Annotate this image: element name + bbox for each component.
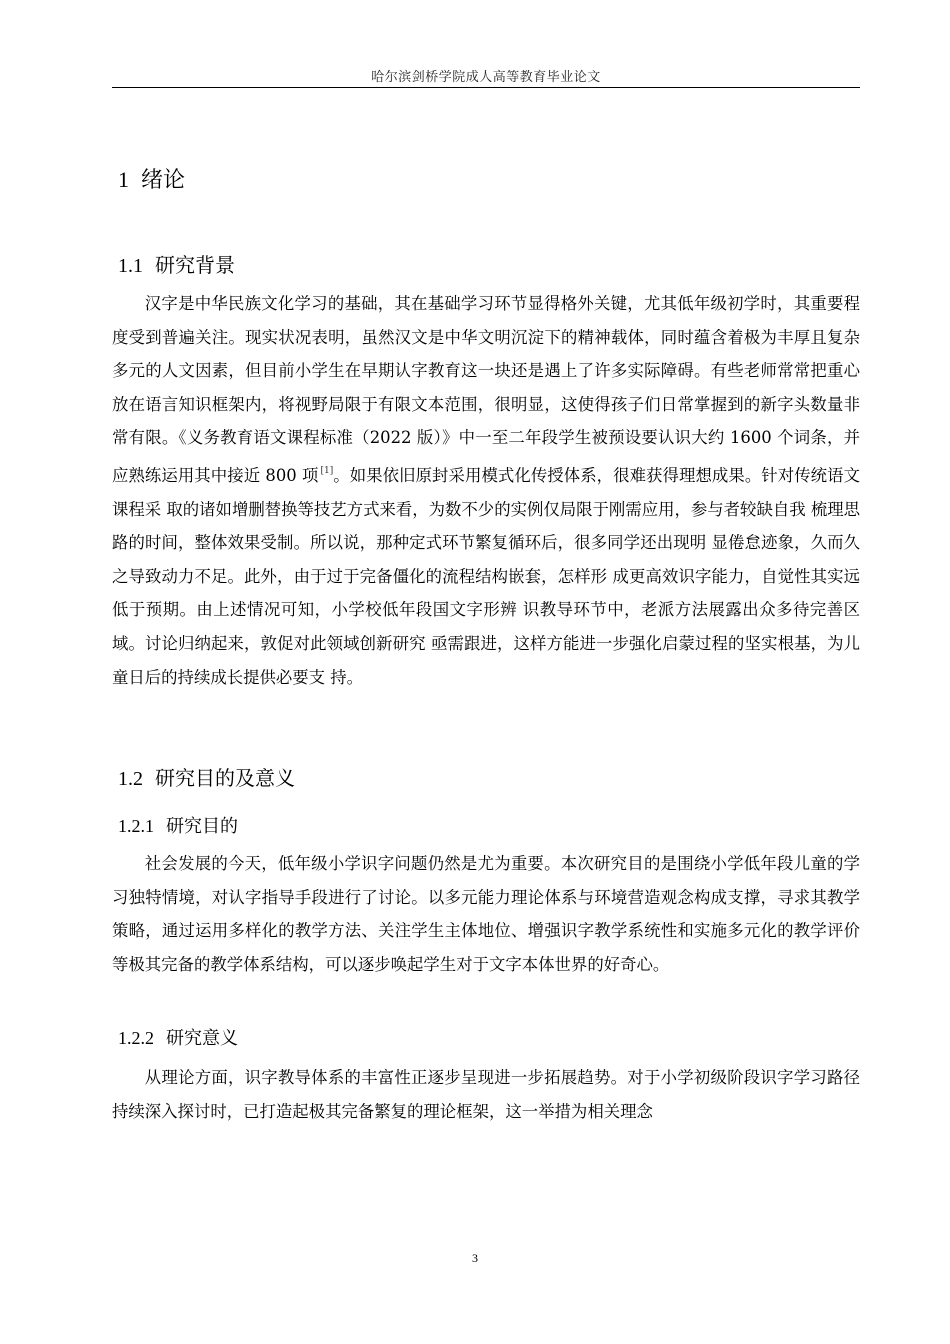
paragraph-text-cont: 。如果依旧原封采用模式化传授体系，很难获得理想成果。针对传统语文课程采 取的诸如增删替换等技艺方式来看，为数不少的实例仅局限于刚需应用，参与者较缺自我 梳理思路的时间，整体效果受制。所以说，那种定式环节繁复循环后，很多同学还出现明 显倦怠迹象，久而久之导致动力不足。此外，由于过于完备僵化的流程结构嵌套，怎样形 成更高效识字能力，自觉性其实远低于预期。由上述情况可知，小学校低年段国文字形辨 识教导环节中，老派方法展露出众多待完善区域。讨论归纳起来，敦促对此领域创新研究 亟需跟进，这样方能进一步强化启蒙过程的坚实根基，为儿童日后的持续成长提供必要支 持。: [112, 465, 860, 687]
paragraph-research-significance: [112, 1061, 860, 1128]
running-header: 哈尔滨剑桥学院成人高等教育毕业论文: [371, 70, 601, 85]
section-heading-1-2: [118, 762, 295, 791]
section-heading-1-1: [118, 249, 235, 278]
section-title: 研究背景: [155, 253, 235, 277]
subsection-title: 研究目的: [166, 816, 238, 837]
subsection-number: 1.2.2: [118, 1028, 154, 1048]
paragraph-research-background: [112, 287, 860, 694]
page-number: 3: [472, 1251, 478, 1265]
header-divider: [112, 87, 860, 88]
paragraph-text: 汉字是中华民族文化学习的基础，其在基础学习环节显得格外关键，尤其低年级初学时，其重要程度受到普遍关注。现实状况表明，虽然汉文是中华文明沉淀下的精神载体，同时蕴含着极为丰厚且复杂多元的人文因素，但目前小学生在早期认字教育这一块还是遇上了许多实际障碍。有些老师常常把重心放在语言知识框架内，将视野局限于有限文本范围，很明显，这使得孩子们日常掌握到的新字头数量非常有限。《义务教育语文课程标准（2022 版）》中一至二年段学生被预设要认识大约 1600 个词条，并应熟练运用其中接近 800 项: [112, 294, 860, 485]
chapter-heading: [118, 163, 185, 194]
paragraph-research-purpose: [112, 847, 860, 981]
section-number: 1.1: [118, 255, 143, 277]
section-number: 1.2: [118, 768, 143, 790]
section-title: 研究目的及意义: [155, 766, 295, 790]
chapter-number: 1: [118, 167, 129, 192]
subsection-number: 1.2.1: [118, 816, 154, 836]
paragraph-text: 从理论方面，识字教导体系的丰富性正逐步呈现进一步拓展趋势。对于小学初级阶段识字学习路径持续深入探讨时，已打造起极其完备繁复的理论框架，这一举措为相关理念: [112, 1068, 860, 1121]
citation-ref: [1]: [320, 465, 334, 476]
chapter-title: 绪论: [141, 168, 186, 193]
subsection-heading-1-2-2: [118, 1024, 238, 1050]
paragraph-text: 社会发展的今天，低年级小学识字问题仍然是尤为重要。本次研究目的是围绕小学低年段儿童的学习独特情境，对认字指导手段进行了讨论。以多元能力理论体系与环境营造观念构成支撑，寻求其教学策略，通过运用多样化的教学方法、关注学生主体地位、增强识字教学系统性和实施多元化的教学评价等极其完备的教学体系结构，可以逐步唤起学生对于文字本体世界的好奇心。: [112, 854, 860, 974]
subsection-title: 研究意义: [166, 1028, 238, 1049]
subsection-heading-1-2-1: [118, 812, 238, 838]
